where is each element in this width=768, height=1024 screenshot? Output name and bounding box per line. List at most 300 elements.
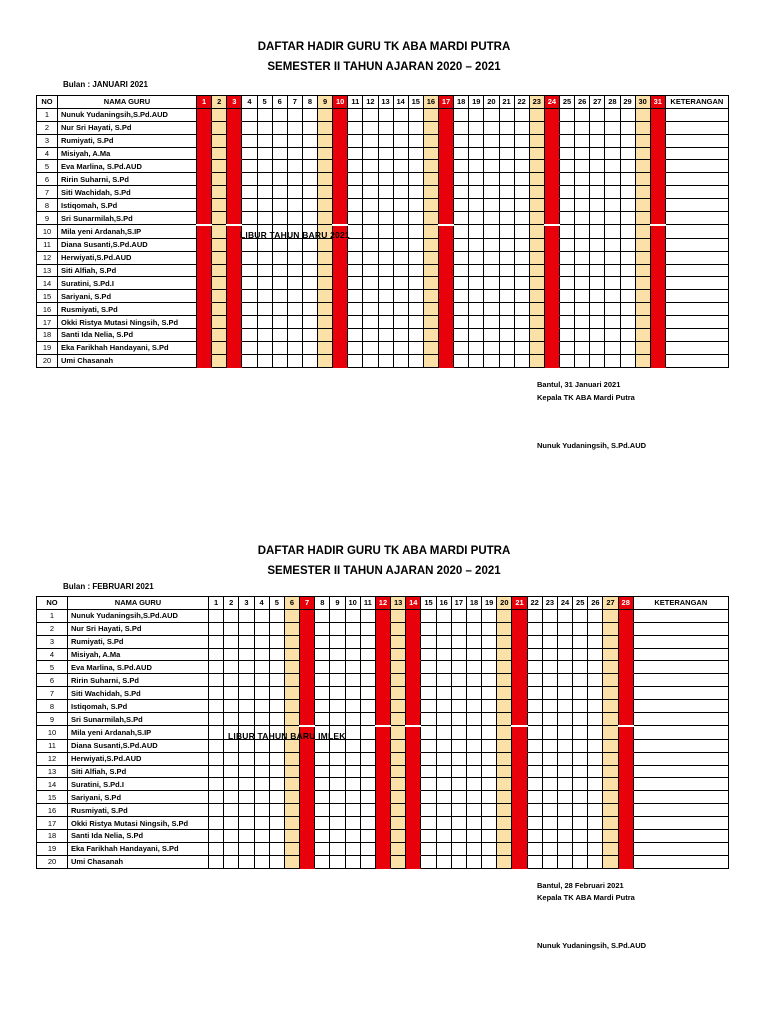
attendance-cell — [560, 354, 575, 367]
month-label: Bulan : JANUARI 2021 — [63, 80, 148, 89]
attendance-cell — [257, 212, 272, 225]
attendance-cell — [618, 687, 633, 700]
attendance-cell — [287, 329, 302, 342]
attendance-cell — [242, 277, 257, 290]
attendance-cell — [423, 186, 438, 199]
attendance-cell — [588, 778, 603, 791]
header-day: 25 — [560, 96, 575, 109]
attendance-cell — [529, 173, 544, 186]
attendance-cell — [466, 739, 481, 752]
attendance-cell — [439, 238, 454, 251]
header-no: NO — [37, 597, 68, 610]
attendance-cell — [272, 354, 287, 367]
attendance-cell — [284, 778, 299, 791]
attendance-cell — [469, 108, 484, 121]
attendance-cell — [209, 804, 224, 817]
attendance-cell — [257, 160, 272, 173]
attendance-cell — [315, 842, 330, 855]
attendance-cell — [451, 817, 466, 830]
attendance-cell — [439, 121, 454, 134]
attendance-cell — [499, 238, 514, 251]
attendance-cell — [423, 134, 438, 147]
attendance-cell — [544, 354, 559, 367]
teacher-name: Santi Ida Nelia, S.Pd — [68, 830, 209, 843]
keterangan-cell — [633, 855, 728, 868]
attendance-cell — [650, 186, 665, 199]
attendance-cell — [421, 674, 436, 687]
attendance-cell — [650, 147, 665, 160]
table-row — [37, 329, 729, 342]
attendance-cell — [436, 830, 451, 843]
attendance-cell — [406, 700, 421, 713]
attendance-cell — [557, 752, 572, 765]
attendance-cell — [345, 765, 360, 778]
attendance-cell — [590, 341, 605, 354]
attendance-cell — [605, 225, 620, 238]
teacher-name: Nur Sri Hayati, S.Pd — [68, 622, 209, 635]
attendance-cell — [345, 830, 360, 843]
attendance-cell — [269, 674, 284, 687]
attendance-cell — [451, 609, 466, 622]
row-number: 12 — [37, 752, 68, 765]
attendance-cell — [393, 186, 408, 199]
attendance-cell — [378, 225, 393, 238]
attendance-cell — [620, 121, 635, 134]
attendance-cell — [300, 648, 315, 661]
attendance-cell — [635, 108, 650, 121]
attendance-cell — [423, 238, 438, 251]
attendance-cell — [209, 817, 224, 830]
attendance-cell — [393, 303, 408, 316]
attendance-cell — [406, 661, 421, 674]
attendance-cell — [605, 134, 620, 147]
attendance-cell — [333, 303, 348, 316]
keterangan-cell — [633, 804, 728, 817]
attendance-cell — [315, 687, 330, 700]
attendance-cell — [575, 121, 590, 134]
attendance-cell — [603, 830, 618, 843]
attendance-cell — [209, 830, 224, 843]
attendance-cell — [603, 648, 618, 661]
attendance-cell — [603, 674, 618, 687]
attendance-cell — [375, 687, 390, 700]
attendance-cell — [393, 160, 408, 173]
attendance-cell — [482, 752, 497, 765]
attendance-cell — [284, 661, 299, 674]
attendance-cell — [269, 700, 284, 713]
attendance-cell — [269, 842, 284, 855]
attendance-cell — [197, 354, 212, 367]
attendance-cell — [300, 830, 315, 843]
row-number: 18 — [37, 830, 68, 843]
attendance-cell — [542, 804, 557, 817]
attendance-cell — [588, 713, 603, 726]
attendance-cell — [272, 251, 287, 264]
teacher-name: Herwiyati,S.Pd.AUD — [58, 251, 197, 264]
row-number: 11 — [37, 739, 68, 752]
attendance-cell — [620, 108, 635, 121]
attendance-cell — [333, 341, 348, 354]
header-day: 2 — [224, 597, 239, 610]
attendance-cell — [527, 778, 542, 791]
attendance-cell — [542, 830, 557, 843]
attendance-cell — [242, 173, 257, 186]
header-day: 23 — [542, 597, 557, 610]
attendance-cell — [542, 700, 557, 713]
attendance-cell — [254, 855, 269, 868]
attendance-cell — [363, 134, 378, 147]
teacher-name: Eva Marlina, S.Pd.AUD — [58, 160, 197, 173]
attendance-cell — [588, 752, 603, 765]
attendance-cell — [451, 842, 466, 855]
attendance-cell — [499, 134, 514, 147]
attendance-cell — [560, 341, 575, 354]
attendance-cell — [257, 303, 272, 316]
attendance-cell — [224, 739, 239, 752]
attendance-cell — [300, 765, 315, 778]
attendance-cell — [529, 277, 544, 290]
attendance-cell — [560, 160, 575, 173]
attendance-cell — [378, 264, 393, 277]
attendance-cell — [393, 341, 408, 354]
attendance-cell — [557, 804, 572, 817]
attendance-cell — [360, 674, 375, 687]
attendance-cell — [618, 609, 633, 622]
header-day: 12 — [375, 597, 390, 610]
attendance-cell — [469, 316, 484, 329]
attendance-cell — [284, 622, 299, 635]
attendance-cell — [318, 290, 333, 303]
attendance-cell — [393, 329, 408, 342]
attendance-cell — [454, 199, 469, 212]
attendance-cell — [360, 687, 375, 700]
attendance-cell — [436, 791, 451, 804]
attendance-cell — [590, 134, 605, 147]
attendance-cell — [482, 726, 497, 739]
attendance-cell — [391, 791, 406, 804]
header-day: 6 — [284, 597, 299, 610]
attendance-cell — [497, 752, 512, 765]
attendance-cell — [209, 674, 224, 687]
attendance-cell — [360, 804, 375, 817]
attendance-cell — [423, 329, 438, 342]
attendance-cell — [423, 264, 438, 277]
attendance-cell — [575, 134, 590, 147]
attendance-cell — [212, 341, 227, 354]
attendance-cell — [348, 160, 363, 173]
attendance-cell — [527, 791, 542, 804]
attendance-cell — [544, 160, 559, 173]
teacher-name: Mila yeni Ardanah,S.IP — [68, 726, 209, 739]
attendance-cell — [197, 173, 212, 186]
attendance-cell — [620, 147, 635, 160]
sign-role: Kepala TK ABA Mardi Putra — [537, 893, 635, 902]
attendance-cell — [590, 238, 605, 251]
attendance-cell — [363, 212, 378, 225]
attendance-cell — [227, 290, 242, 303]
sign-place-date: Bantul, 31 Januari 2021 — [537, 380, 621, 389]
row-number: 13 — [37, 765, 68, 778]
attendance-cell — [573, 661, 588, 674]
teacher-name: Umi Chasanah — [68, 855, 209, 868]
attendance-table-february — [36, 596, 729, 869]
attendance-cell — [360, 622, 375, 635]
attendance-cell — [318, 251, 333, 264]
attendance-cell — [482, 700, 497, 713]
attendance-cell — [529, 238, 544, 251]
attendance-cell — [635, 160, 650, 173]
header-day: 28 — [618, 597, 633, 610]
attendance-cell — [393, 121, 408, 134]
attendance-cell — [272, 108, 287, 121]
attendance-cell — [618, 765, 633, 778]
attendance-cell — [466, 661, 481, 674]
row-number: 6 — [37, 674, 68, 687]
attendance-cell — [239, 635, 254, 648]
header-day: 27 — [590, 96, 605, 109]
attendance-cell — [620, 341, 635, 354]
attendance-cell — [257, 277, 272, 290]
attendance-cell — [514, 173, 529, 186]
attendance-cell — [284, 700, 299, 713]
attendance-cell — [605, 199, 620, 212]
attendance-cell — [227, 186, 242, 199]
keterangan-cell — [633, 674, 728, 687]
attendance-cell — [408, 212, 423, 225]
attendance-cell — [330, 765, 345, 778]
attendance-cell — [391, 648, 406, 661]
attendance-cell — [423, 212, 438, 225]
row-number: 19 — [37, 341, 58, 354]
attendance-cell — [300, 609, 315, 622]
attendance-cell — [315, 752, 330, 765]
attendance-cell — [454, 121, 469, 134]
attendance-cell — [315, 622, 330, 635]
header-day: 22 — [514, 96, 529, 109]
table-row — [37, 765, 729, 778]
attendance-cell — [529, 108, 544, 121]
attendance-cell — [302, 121, 317, 134]
attendance-cell — [618, 830, 633, 843]
attendance-cell — [557, 817, 572, 830]
attendance-cell — [257, 341, 272, 354]
attendance-cell — [363, 303, 378, 316]
attendance-cell — [605, 121, 620, 134]
attendance-cell — [257, 251, 272, 264]
attendance-cell — [466, 830, 481, 843]
attendance-cell — [436, 765, 451, 778]
attendance-cell — [484, 251, 499, 264]
attendance-cell — [620, 277, 635, 290]
teacher-name: Rumiyati, S.Pd — [68, 635, 209, 648]
attendance-cell — [345, 661, 360, 674]
attendance-cell — [436, 661, 451, 674]
attendance-cell — [499, 121, 514, 134]
attendance-cell — [603, 635, 618, 648]
attendance-cell — [348, 354, 363, 367]
attendance-cell — [197, 238, 212, 251]
attendance-cell — [269, 648, 284, 661]
keterangan-cell — [665, 290, 728, 303]
attendance-cell — [257, 186, 272, 199]
attendance-cell — [482, 687, 497, 700]
attendance-cell — [454, 160, 469, 173]
attendance-cell — [618, 648, 633, 661]
attendance-cell — [590, 329, 605, 342]
row-number: 6 — [37, 173, 58, 186]
attendance-cell — [300, 622, 315, 635]
attendance-cell — [620, 134, 635, 147]
attendance-cell — [635, 225, 650, 238]
attendance-cell — [224, 830, 239, 843]
attendance-cell — [466, 674, 481, 687]
attendance-cell — [284, 830, 299, 843]
attendance-cell — [590, 173, 605, 186]
attendance-cell — [575, 147, 590, 160]
attendance-cell — [269, 609, 284, 622]
attendance-cell — [363, 316, 378, 329]
attendance-cell — [529, 225, 544, 238]
table-row — [37, 264, 729, 277]
attendance-cell — [603, 713, 618, 726]
attendance-cell — [391, 661, 406, 674]
attendance-cell — [363, 225, 378, 238]
attendance-cell — [603, 661, 618, 674]
attendance-cell — [454, 173, 469, 186]
attendance-cell — [557, 700, 572, 713]
attendance-cell — [227, 354, 242, 367]
attendance-cell — [451, 778, 466, 791]
attendance-cell — [544, 186, 559, 199]
attendance-cell — [391, 687, 406, 700]
teacher-name: Herwiyati,S.Pd.AUD — [68, 752, 209, 765]
attendance-cell — [224, 700, 239, 713]
attendance-cell — [227, 277, 242, 290]
header-day: 28 — [605, 96, 620, 109]
table-row — [37, 791, 729, 804]
row-number: 4 — [37, 147, 58, 160]
table-row — [37, 277, 729, 290]
attendance-cell — [212, 121, 227, 134]
attendance-cell — [605, 277, 620, 290]
attendance-cell — [436, 752, 451, 765]
attendance-cell — [227, 341, 242, 354]
table-row — [37, 251, 729, 264]
keterangan-cell — [633, 830, 728, 843]
attendance-cell — [224, 791, 239, 804]
attendance-cell — [573, 765, 588, 778]
keterangan-cell — [633, 687, 728, 700]
attendance-cell — [406, 726, 421, 739]
attendance-cell — [227, 212, 242, 225]
attendance-cell — [544, 251, 559, 264]
attendance-cell — [209, 791, 224, 804]
attendance-cell — [197, 316, 212, 329]
attendance-cell — [529, 199, 544, 212]
keterangan-cell — [665, 147, 728, 160]
table-row — [37, 134, 729, 147]
attendance-cell — [345, 778, 360, 791]
attendance-cell — [212, 316, 227, 329]
sheet-subtitle: SEMESTER II TAHUN AJARAN 2020 – 2021 — [267, 565, 501, 577]
attendance-cell — [421, 791, 436, 804]
attendance-cell — [484, 173, 499, 186]
attendance-cell — [239, 674, 254, 687]
attendance-cell — [242, 264, 257, 277]
attendance-cell — [363, 341, 378, 354]
attendance-cell — [436, 713, 451, 726]
attendance-cell — [348, 199, 363, 212]
attendance-cell — [573, 791, 588, 804]
keterangan-cell — [665, 341, 728, 354]
attendance-cell — [439, 264, 454, 277]
attendance-cell — [242, 238, 257, 251]
attendance-cell — [499, 212, 514, 225]
attendance-cell — [451, 726, 466, 739]
attendance-cell — [224, 687, 239, 700]
attendance-cell — [620, 316, 635, 329]
attendance-cell — [330, 622, 345, 635]
teacher-name: Rumiyati, S.Pd — [58, 134, 197, 147]
attendance-cell — [512, 648, 527, 661]
attendance-cell — [635, 199, 650, 212]
attendance-cell — [557, 674, 572, 687]
attendance-cell — [315, 778, 330, 791]
attendance-cell — [618, 713, 633, 726]
attendance-cell — [318, 173, 333, 186]
attendance-cell — [345, 713, 360, 726]
attendance-cell — [423, 341, 438, 354]
header-keterangan: KETERANGAN — [665, 96, 728, 109]
attendance-cell — [423, 290, 438, 303]
attendance-cell — [575, 225, 590, 238]
attendance-cell — [573, 739, 588, 752]
attendance-cell — [345, 855, 360, 868]
attendance-cell — [348, 147, 363, 160]
header-day: 15 — [408, 96, 423, 109]
table-row — [37, 700, 729, 713]
attendance-cell — [620, 303, 635, 316]
attendance-cell — [254, 791, 269, 804]
attendance-cell — [542, 765, 557, 778]
attendance-cell — [514, 264, 529, 277]
attendance-cell — [451, 830, 466, 843]
attendance-cell — [512, 842, 527, 855]
attendance-cell — [315, 817, 330, 830]
attendance-cell — [378, 341, 393, 354]
attendance-cell — [469, 199, 484, 212]
attendance-cell — [375, 791, 390, 804]
row-number: 19 — [37, 842, 68, 855]
attendance-cell — [529, 354, 544, 367]
attendance-cell — [620, 173, 635, 186]
attendance-cell — [439, 147, 454, 160]
attendance-cell — [560, 251, 575, 264]
attendance-cell — [375, 804, 390, 817]
attendance-cell — [375, 648, 390, 661]
attendance-cell — [227, 238, 242, 251]
attendance-cell — [318, 316, 333, 329]
attendance-cell — [227, 303, 242, 316]
attendance-cell — [197, 160, 212, 173]
attendance-cell — [469, 186, 484, 199]
attendance-cell — [257, 290, 272, 303]
attendance-cell — [375, 752, 390, 765]
attendance-cell — [588, 855, 603, 868]
attendance-cell — [272, 316, 287, 329]
attendance-cell — [421, 648, 436, 661]
attendance-cell — [287, 251, 302, 264]
